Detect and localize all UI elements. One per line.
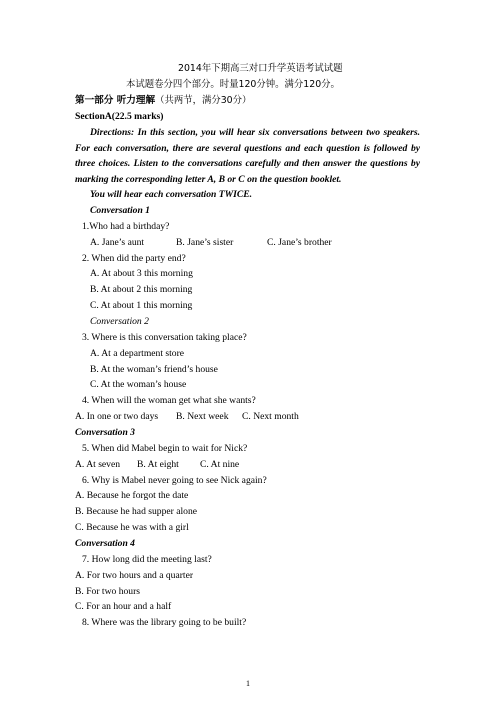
exam-subtitle: 本试题卷分四个部分。时量120分钟。满分120分。 (126, 79, 340, 90)
question-8: 8. Where was the library going to be built? (82, 617, 247, 628)
question-6-option-a: A. Because he forgot the date (75, 490, 189, 501)
question-7: 7. How long did the meeting last? (82, 554, 212, 565)
question-5-option-b: B. At eight (137, 459, 179, 470)
section-a-heading: SectionA(22.5 marks) (75, 111, 164, 122)
conversation-2-title: Conversation 2 (90, 316, 149, 327)
question-4-option-c: C. Next month (242, 411, 299, 422)
question-4-option-a: A. In one or two days (75, 411, 159, 422)
exam-title: 2014年下期高三对口升学英语考试试题 (178, 63, 343, 74)
part1-heading-bold: 第一部分 听力理解 (75, 95, 156, 106)
question-5-option-c: C. At nine (200, 459, 240, 470)
question-7-option-c: C. For an hour and a half (75, 601, 172, 612)
question-1: 1.Who had a birthday? (82, 221, 170, 232)
question-6-option-c: C. Because he was with a girl (75, 522, 189, 533)
question-6: 6. Why is Mabel never going to see Nick again? (82, 475, 267, 486)
conversation-3-title: Conversation 3 (75, 427, 135, 438)
question-4-option-b: B. Next week (176, 411, 229, 422)
question-1-option-b: B. Jane’s sister (176, 237, 234, 248)
page-number: 1 (246, 679, 250, 688)
question-3-option-c: C. At the woman’s house (90, 379, 187, 390)
question-5: 5. When did Mabel begin to wait for Nick? (82, 443, 248, 454)
question-5-option-a: A. At seven (75, 459, 121, 470)
question-2-option-c: C. At about 1 this morning (90, 300, 193, 311)
question-2-option-a: A. At about 3 this morning (90, 268, 193, 279)
part1-heading-note: （共两节，满分30分） (155, 95, 252, 106)
question-2-option-b: B. At about 2 this morning (90, 284, 193, 295)
conversation-4-title: Conversation 4 (75, 538, 135, 549)
question-2: 2. When did the party end? (82, 253, 186, 264)
question-6-option-b: B. Because he had supper alone (75, 506, 198, 517)
conversation-1-title: Conversation 1 (90, 205, 150, 216)
question-4: 4. When will the woman get what she wants? (82, 395, 256, 406)
part1-heading (75, 95, 251, 107)
question-3: 3. Where is this conversation taking place? (82, 332, 247, 343)
question-1-option-c: C. Jane’s brother (267, 237, 332, 248)
directions-paragraph: Directions: In this section, you will hear six conversations between two speakers. For each conversation, there are several questions and each question is followed by three choices. Listen to the conversations carefully and then answer the questions by marking the corresponding letter A, B or C on the question booklet. (75, 127, 420, 185)
hear-twice-note: You will hear each conversation TWICE. (90, 189, 253, 200)
question-1-option-a: A. Jane’s aunt (90, 237, 145, 248)
question-3-option-a: A. At a department store (90, 348, 185, 359)
question-7-option-a: A. For two hours and a quarter (75, 570, 194, 581)
question-3-option-b: B. At the woman’s friend’s house (90, 364, 218, 375)
question-7-option-b: B. For two hours (75, 586, 141, 597)
